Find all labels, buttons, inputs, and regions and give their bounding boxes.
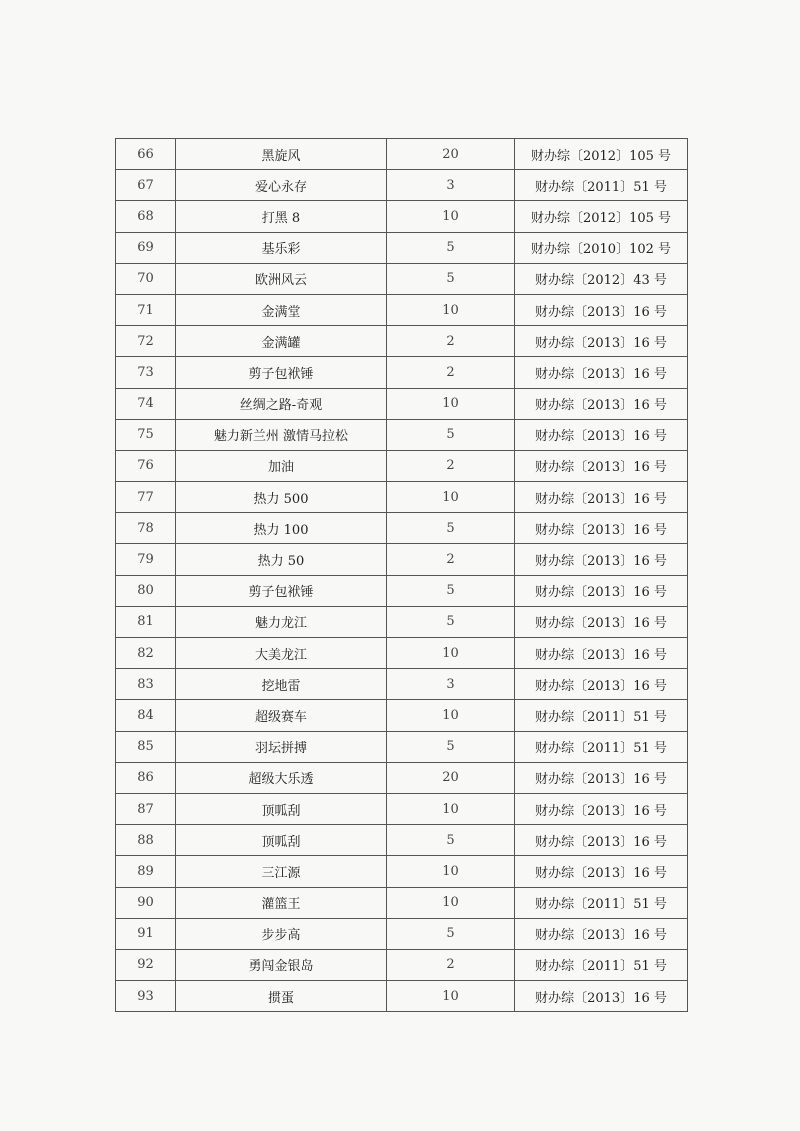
ticket-amount: 2: [387, 326, 515, 357]
row-number: 87: [116, 793, 176, 824]
row-number: 74: [116, 388, 176, 419]
document-reference: 财办综〔2010〕102 号: [515, 232, 688, 263]
game-name: 步步高: [176, 918, 387, 949]
table-row: [116, 793, 688, 824]
table-row: [116, 232, 688, 263]
ticket-amount: 10: [387, 482, 515, 513]
table-row: [116, 139, 688, 170]
ticket-amount: 10: [387, 388, 515, 419]
row-number: 66: [116, 139, 176, 170]
row-number: 83: [116, 669, 176, 700]
document-reference: 财办综〔2013〕16 号: [515, 856, 688, 887]
document-reference: 财办综〔2013〕16 号: [515, 388, 688, 419]
game-name: 羽坛拼搏: [176, 731, 387, 762]
ticket-amount: 3: [387, 669, 515, 700]
document-reference: 财办综〔2013〕16 号: [515, 513, 688, 544]
ticket-amount: 20: [387, 762, 515, 793]
row-number: 76: [116, 450, 176, 481]
document-reference: 财办综〔2013〕16 号: [515, 450, 688, 481]
ticket-amount: 5: [387, 918, 515, 949]
game-name: 热力 50: [176, 544, 387, 575]
game-name: 金满罐: [176, 326, 387, 357]
row-number: 89: [116, 856, 176, 887]
row-number: 72: [116, 326, 176, 357]
row-number: 69: [116, 232, 176, 263]
game-name: 超级赛车: [176, 700, 387, 731]
document-reference: 财办综〔2011〕51 号: [515, 731, 688, 762]
row-number: 75: [116, 419, 176, 450]
game-name: 基乐彩: [176, 232, 387, 263]
row-number: 73: [116, 357, 176, 388]
ticket-amount: 10: [387, 793, 515, 824]
row-number: 84: [116, 700, 176, 731]
row-number: 91: [116, 918, 176, 949]
ticket-amount: 10: [387, 201, 515, 232]
row-number: 81: [116, 606, 176, 637]
document-reference: 财办综〔2013〕16 号: [515, 357, 688, 388]
game-name: 三江源: [176, 856, 387, 887]
ticket-amount: 2: [387, 357, 515, 388]
ticket-amount: 2: [387, 949, 515, 980]
ticket-amount: 10: [387, 981, 515, 1012]
document-reference: 财办综〔2011〕51 号: [515, 700, 688, 731]
row-number: 70: [116, 263, 176, 294]
row-number: 67: [116, 170, 176, 201]
game-name: 热力 500: [176, 482, 387, 513]
row-number: 85: [116, 731, 176, 762]
table-row: [116, 887, 688, 918]
table-row: [116, 388, 688, 419]
table-row: [116, 669, 688, 700]
game-name: 挖地雷: [176, 669, 387, 700]
game-name: 大美龙江: [176, 638, 387, 669]
table-row: [116, 419, 688, 450]
document-reference: 财办综〔2012〕43 号: [515, 263, 688, 294]
document-reference: 财办综〔2012〕105 号: [515, 201, 688, 232]
game-name: 打黑 8: [176, 201, 387, 232]
row-number: 82: [116, 638, 176, 669]
ticket-amount: 5: [387, 825, 515, 856]
document-reference: 财办综〔2013〕16 号: [515, 575, 688, 606]
table-row: [116, 856, 688, 887]
table-row: [116, 981, 688, 1012]
ticket-amount: 5: [387, 232, 515, 263]
table-row: [116, 638, 688, 669]
row-number: 88: [116, 825, 176, 856]
table-row: [116, 606, 688, 637]
table-row: [116, 357, 688, 388]
ticket-amount: 5: [387, 606, 515, 637]
game-name: 金满堂: [176, 294, 387, 325]
ticket-amount: 2: [387, 544, 515, 575]
table-row: [116, 170, 688, 201]
ticket-amount: 10: [387, 294, 515, 325]
ticket-amount: 10: [387, 856, 515, 887]
row-number: 86: [116, 762, 176, 793]
ticket-amount: 2: [387, 450, 515, 481]
lottery-table: [115, 138, 688, 1012]
document-reference: 财办综〔2013〕16 号: [515, 482, 688, 513]
document-reference: 财办综〔2013〕16 号: [515, 825, 688, 856]
game-name: 热力 100: [176, 513, 387, 544]
document-reference: 财办综〔2013〕16 号: [515, 544, 688, 575]
row-number: 79: [116, 544, 176, 575]
document-reference: 财办综〔2013〕16 号: [515, 918, 688, 949]
ticket-amount: 5: [387, 731, 515, 762]
table-row: [116, 731, 688, 762]
document-reference: 财办综〔2011〕51 号: [515, 887, 688, 918]
document-reference: 财办综〔2013〕16 号: [515, 419, 688, 450]
document-reference: 财办综〔2011〕51 号: [515, 170, 688, 201]
game-name: 顶呱刮: [176, 825, 387, 856]
table-row: [116, 201, 688, 232]
game-name: 魅力龙江: [176, 606, 387, 637]
table-row: [116, 825, 688, 856]
table-row: [116, 575, 688, 606]
row-number: 78: [116, 513, 176, 544]
table-row: [116, 762, 688, 793]
document-reference: 财办综〔2013〕16 号: [515, 793, 688, 824]
game-name: 丝绸之路-奇观: [176, 388, 387, 419]
ticket-amount: 20: [387, 139, 515, 170]
game-name: 超级大乐透: [176, 762, 387, 793]
ticket-amount: 5: [387, 513, 515, 544]
document-reference: 财办综〔2013〕16 号: [515, 606, 688, 637]
table-row: [116, 700, 688, 731]
table-row: [116, 450, 688, 481]
table-row: [116, 918, 688, 949]
ticket-amount: 5: [387, 575, 515, 606]
document-reference: 财办综〔2013〕16 号: [515, 981, 688, 1012]
ticket-amount: 5: [387, 419, 515, 450]
ticket-amount: 10: [387, 638, 515, 669]
game-name: 加油: [176, 450, 387, 481]
row-number: 93: [116, 981, 176, 1012]
game-name: 灌篮王: [176, 887, 387, 918]
document-reference: 财办综〔2013〕16 号: [515, 326, 688, 357]
table-row: [116, 513, 688, 544]
document-reference: 财办综〔2013〕16 号: [515, 762, 688, 793]
table-row: [116, 326, 688, 357]
row-number: 71: [116, 294, 176, 325]
game-name: 欧洲风云: [176, 263, 387, 294]
ticket-amount: 10: [387, 700, 515, 731]
table-row: [116, 263, 688, 294]
game-name: 黑旋风: [176, 139, 387, 170]
game-name: 掼蛋: [176, 981, 387, 1012]
document-reference: 财办综〔2013〕16 号: [515, 638, 688, 669]
game-name: 剪子包袱锤: [176, 575, 387, 606]
table-row: [116, 294, 688, 325]
row-number: 77: [116, 482, 176, 513]
table-body: [116, 139, 688, 1012]
table-row: [116, 482, 688, 513]
ticket-amount: 3: [387, 170, 515, 201]
document-reference: 财办综〔2012〕105 号: [515, 139, 688, 170]
table-row: [116, 544, 688, 575]
row-number: 92: [116, 949, 176, 980]
row-number: 80: [116, 575, 176, 606]
ticket-amount: 5: [387, 263, 515, 294]
game-name: 魅力新兰州 激情马拉松: [176, 419, 387, 450]
game-name: 勇闯金银岛: [176, 949, 387, 980]
game-name: 顶呱刮: [176, 793, 387, 824]
game-name: 剪子包袱锤: [176, 357, 387, 388]
table-row: [116, 949, 688, 980]
ticket-amount: 10: [387, 887, 515, 918]
game-name: 爱心永存: [176, 170, 387, 201]
document-reference: 财办综〔2013〕16 号: [515, 294, 688, 325]
row-number: 68: [116, 201, 176, 232]
document-reference: 财办综〔2013〕16 号: [515, 669, 688, 700]
row-number: 90: [116, 887, 176, 918]
document-reference: 财办综〔2011〕51 号: [515, 949, 688, 980]
